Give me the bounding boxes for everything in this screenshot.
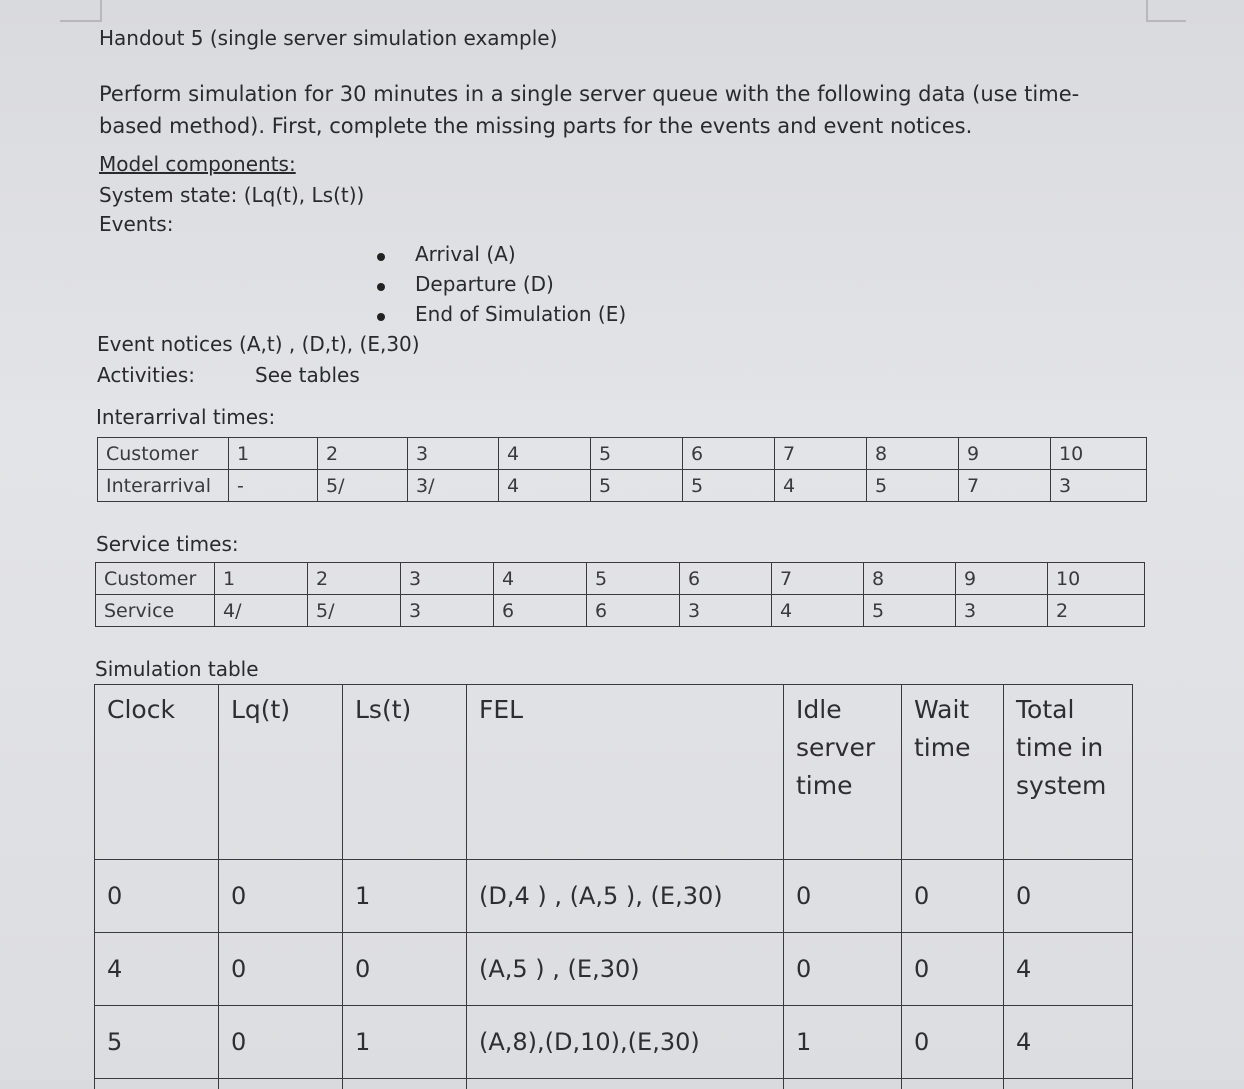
table-cell: 4 <box>494 563 587 595</box>
table-cell: 0 <box>219 1006 343 1079</box>
table-cell: 8 <box>864 563 956 595</box>
table-cell: (A,8),(D,10),(E,30) <box>467 1006 784 1079</box>
event-notices: Event notices (A,t) , (D,t), (E,30) <box>97 332 420 356</box>
table-cell: 5 <box>591 470 683 502</box>
table-cell: 3 <box>956 595 1048 627</box>
intro-paragraph: Perform simulation for 30 minutes in a single server queue with the following data (use time-based method). First, complete the missing parts for the events and event notices. <box>99 78 1109 142</box>
table-row <box>98 470 1147 502</box>
page-corner-mark <box>60 0 102 22</box>
table-cell: 7 <box>959 470 1051 502</box>
table-cell: 1 <box>784 1006 902 1079</box>
table-cell: 2 <box>318 438 408 470</box>
table-cell: 5 <box>683 470 775 502</box>
table-row <box>96 595 1145 627</box>
table-cell: 1 <box>343 860 467 933</box>
table-cell: 0 <box>343 933 467 1006</box>
table-cell: 4 <box>499 438 591 470</box>
table-row <box>95 1006 1133 1079</box>
table-cell: 0 <box>1004 860 1133 933</box>
table-cell: 5 <box>587 563 680 595</box>
table-cell: 10 <box>1048 563 1145 595</box>
table-cell: 3 <box>680 595 772 627</box>
service-table <box>95 562 1145 627</box>
event-item: End of Simulation (E) <box>375 302 626 332</box>
table-cell: 4/ <box>215 595 308 627</box>
table-cell <box>95 1079 219 1089</box>
table-cell: 3 <box>1051 470 1147 502</box>
table-cell: 3 <box>408 438 499 470</box>
column-header-wait-time: Wait time <box>902 685 1004 860</box>
system-state: System state: (Lq(t), Ls(t)) <box>99 183 364 207</box>
column-header-clock: Clock <box>95 685 219 860</box>
table-cell <box>467 1079 784 1089</box>
table-cell: - <box>229 470 318 502</box>
table-header-row <box>95 685 1133 860</box>
table-cell: 9 <box>956 563 1048 595</box>
events-label: Events: <box>99 212 173 236</box>
table-cell: 5/ <box>308 595 401 627</box>
column-header-idle-server-time: Idle server time <box>784 685 902 860</box>
table-cell: Service <box>96 595 215 627</box>
activities-label: Activities: <box>97 363 195 387</box>
column-header-total-time: Total time in system <box>1004 685 1133 860</box>
table-cell: 6 <box>683 438 775 470</box>
table-cell: 4 <box>772 595 864 627</box>
table-cell: Customer <box>96 563 215 595</box>
table-cell <box>219 1079 343 1089</box>
column-header-fel: FEL <box>467 685 784 860</box>
table-cell: 6 <box>587 595 680 627</box>
model-components-heading: Model components: <box>99 152 296 176</box>
table-row <box>95 860 1133 933</box>
table-cell <box>1004 1079 1133 1089</box>
activities-value: See tables <box>255 363 360 387</box>
table-cell: Interarrival <box>98 470 229 502</box>
service-label: Service times: <box>96 532 239 556</box>
table-cell: 1 <box>229 438 318 470</box>
table-cell: Customer <box>98 438 229 470</box>
table-cell: 0 <box>219 933 343 1006</box>
table-cell: 9 <box>959 438 1051 470</box>
events-list <box>375 242 626 332</box>
table-cell: 0 <box>95 860 219 933</box>
table-cell: 5/ <box>318 470 408 502</box>
table-cell: 3 <box>401 595 494 627</box>
table-cell: 2 <box>1048 595 1145 627</box>
simulation-table-label: Simulation table <box>95 657 259 681</box>
table-cell: 0 <box>219 860 343 933</box>
table-cell: (D,4 ) , (A,5 ), (E,30) <box>467 860 784 933</box>
table-cell: 6 <box>680 563 772 595</box>
table-cell: 0 <box>784 860 902 933</box>
event-item: Arrival (A) <box>375 242 626 272</box>
column-header-ls: Ls(t) <box>343 685 467 860</box>
table-cell: 4 <box>1004 1006 1133 1079</box>
table-cell: 8 <box>867 438 959 470</box>
handout-title: Handout 5 (single server simulation example) <box>99 26 557 50</box>
table-cell: 7 <box>775 438 867 470</box>
table-cell: 5 <box>867 470 959 502</box>
table-cell: 2 <box>308 563 401 595</box>
column-header-lq: Lq(t) <box>219 685 343 860</box>
table-row <box>98 438 1147 470</box>
table-cell: 5 <box>95 1006 219 1079</box>
table-cell: 4 <box>775 470 867 502</box>
table-cell: 0 <box>902 933 1004 1006</box>
table-cell: 5 <box>591 438 683 470</box>
table-cell: 7 <box>772 563 864 595</box>
table-cell: 4 <box>1004 933 1133 1006</box>
table-cell <box>784 1079 902 1089</box>
table-cell: 3 <box>401 563 494 595</box>
table-cell: 0 <box>902 860 1004 933</box>
table-row <box>95 933 1133 1006</box>
event-item: Departure (D) <box>375 272 626 302</box>
table-cell: 4 <box>499 470 591 502</box>
table-cell <box>902 1079 1004 1089</box>
table-cell: 6 <box>494 595 587 627</box>
simulation-table <box>94 684 1133 1089</box>
table-cell: 5 <box>864 595 956 627</box>
table-cell <box>343 1079 467 1089</box>
interarrival-label: Interarrival times: <box>96 405 275 429</box>
table-cell: 0 <box>902 1006 1004 1079</box>
table-cell: 4 <box>95 933 219 1006</box>
table-cell: 3/ <box>408 470 499 502</box>
table-cell: 1 <box>215 563 308 595</box>
page-corner-mark <box>1146 0 1186 22</box>
interarrival-table <box>97 437 1147 502</box>
table-row <box>96 563 1145 595</box>
table-cell: 0 <box>784 933 902 1006</box>
table-cell: 1 <box>343 1006 467 1079</box>
table-cell: 10 <box>1051 438 1147 470</box>
table-cell: (A,5 ) , (E,30) <box>467 933 784 1006</box>
table-row-partial <box>95 1079 1133 1089</box>
